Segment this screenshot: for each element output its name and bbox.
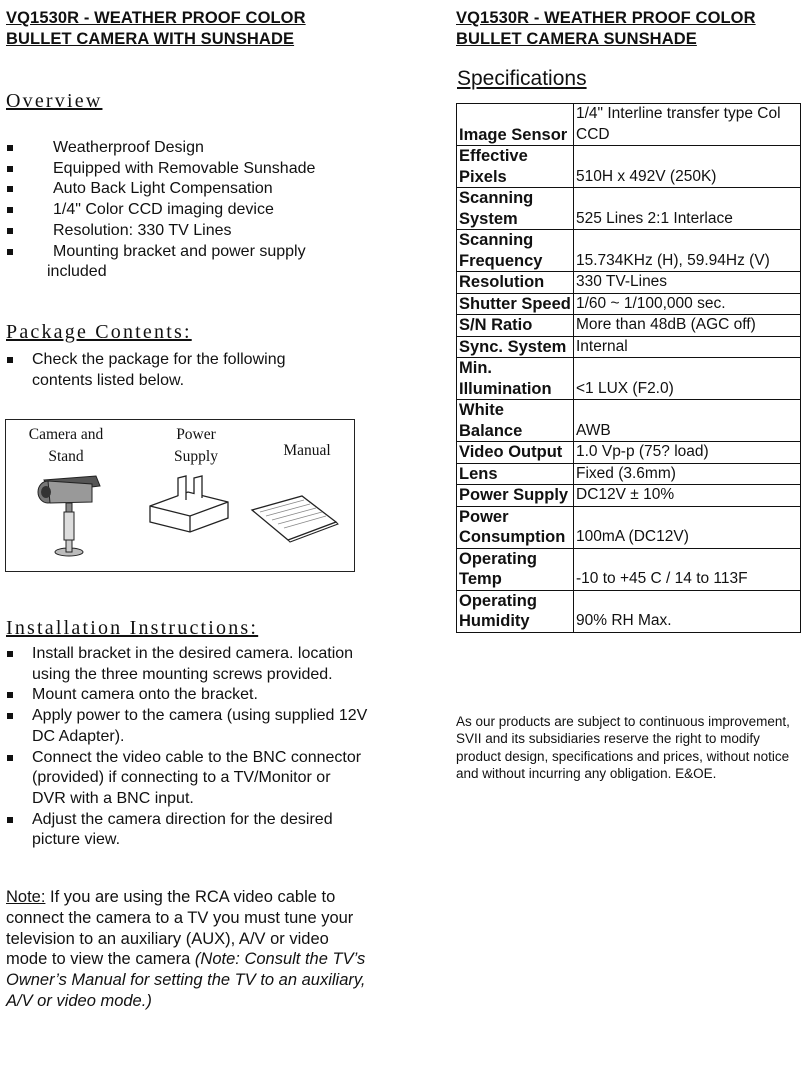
note-label: Note: (6, 888, 46, 906)
list-item: Check the package for the following contents listed below. (6, 350, 326, 391)
table-row (457, 400, 801, 442)
camera-and-stand-icon (36, 470, 106, 562)
bullet-square-icon (7, 755, 13, 761)
specifications-heading: Specifications (457, 67, 587, 90)
list-item: Adjust the camera direction for the desired picture view. (6, 810, 368, 851)
installation-list (6, 644, 368, 851)
spec-label: Sync. System (457, 336, 574, 358)
list-item: Connect the video cable to the BNC connector (provided) if connecting to a TV/Monitor or DVR with a BNC input. (6, 748, 368, 810)
note-paragraph (6, 887, 366, 1012)
table-row (457, 506, 801, 548)
bullet-square-icon (7, 186, 13, 192)
table-row (457, 590, 801, 632)
spec-label: Shutter Speed (457, 293, 574, 315)
spec-value: Internal (574, 336, 801, 358)
spec-label: White Balance (457, 400, 574, 442)
power-supply-label: Power Supply (174, 426, 218, 465)
spec-label: Scanning System (457, 188, 574, 230)
manual-label: Manual (283, 442, 331, 459)
list-item: Mounting bracket and power supply included (6, 242, 315, 283)
bullet-square-icon (7, 207, 13, 213)
spec-value: 1/4" Interline transfer type Col CCD (574, 104, 801, 146)
list-item: Apply power to the camera (using supplied 12V DC Adapter). (6, 706, 368, 747)
spec-label: S/N Ratio (457, 315, 574, 337)
spec-value: 525 Lines 2:1 Interlace (574, 188, 801, 230)
spec-label: Power Consumption (457, 506, 574, 548)
disclaimer-text: As our products are subject to continuous improvement, SVII and its subsidiaries reserve the right to modify product design, specifications and prices, without notice and without incurring any obligation. E&OE. (456, 714, 790, 781)
table-row (457, 336, 801, 358)
spec-value: More than 48dB (AGC off) (574, 315, 801, 337)
spec-label: Operating Humidity (457, 590, 574, 632)
bullet-square-icon (7, 651, 13, 657)
bullet-square-icon (7, 692, 13, 698)
spec-value: 1.0 Vp-p (75? load) (574, 442, 801, 464)
table-row (457, 485, 801, 507)
spec-label: Scanning Frequency (457, 230, 574, 272)
spec-value: 15.734KHz (H), 59.94Hz (V) (574, 230, 801, 272)
bullet-square-icon (7, 357, 13, 363)
note-text: If you are using the RCA video cable to connect the camera to a TV you must tune your television to an auxiliary (AUX), A/V or video mode to view the camera (6, 888, 354, 969)
spec-value: Fixed (3.6mm) (574, 463, 801, 485)
spec-label: Lens (457, 463, 574, 485)
spec-value: 330 TV-Lines (574, 272, 801, 294)
left-title: VQ1530R - WEATHER PROOF COLOR BULLET CAMERA WITH SUNSHADE (6, 9, 306, 48)
installation-heading: Installation Instructions: (6, 617, 259, 639)
power-supply-icon (144, 474, 234, 534)
table-row (457, 442, 801, 464)
bullet-square-icon (7, 166, 13, 172)
spec-label: Power Supply (457, 485, 574, 507)
list-item: 1/4" Color CCD imaging device (6, 200, 315, 221)
spec-value: DC12V ± 10% (574, 485, 801, 507)
bullet-square-icon (7, 817, 13, 823)
table-row (457, 104, 801, 146)
spec-label: Effective Pixels (457, 146, 574, 188)
spec-label: Min. Illumination (457, 358, 574, 400)
table-row (457, 358, 801, 400)
table-row (457, 230, 801, 272)
table-row (457, 272, 801, 294)
spec-label: Image Sensor (457, 104, 574, 146)
spec-value: 90% RH Max. (574, 590, 801, 632)
spec-value: 1/60 ~ 1/100,000 sec. (574, 293, 801, 315)
spec-value: AWB (574, 400, 801, 442)
package-heading: Package Contents: (6, 321, 192, 343)
list-item: Install bracket in the desired camera. location using the three mounting screws provided. (6, 644, 368, 685)
bullet-square-icon (7, 228, 13, 234)
spec-label: Resolution (457, 272, 574, 294)
package-list (6, 350, 326, 391)
table-row (457, 463, 801, 485)
package-contents-box (5, 419, 355, 572)
spec-value: 100mA (DC12V) (574, 506, 801, 548)
right-title: VQ1530R - WEATHER PROOF COLOR BULLET CAMERA SUNSHADE (456, 9, 756, 48)
bullet-square-icon (7, 713, 13, 719)
list-item: Resolution: 330 TV Lines (6, 221, 315, 242)
table-row (457, 146, 801, 188)
list-item: Auto Back Light Compensation (6, 179, 315, 200)
list-item: Mount camera onto the bracket. (6, 685, 368, 706)
table-row (457, 548, 801, 590)
manual-icon (246, 492, 342, 544)
list-item: Weatherproof Design (6, 138, 315, 159)
bullet-square-icon (7, 249, 13, 255)
table-row (457, 293, 801, 315)
camera-label: Camera and Stand (28, 426, 104, 465)
spec-label: Operating Temp (457, 548, 574, 590)
note-italic: (Note: Consult the TV’s Owner’s Manual for setting the TV to an auxiliary, A/V or video mode.) (6, 950, 366, 1010)
spec-value: 510H x 492V (250K) (574, 146, 801, 188)
specifications-table (456, 103, 801, 633)
bullet-square-icon (7, 145, 13, 151)
overview-list (6, 138, 315, 283)
list-item: Equipped with Removable Sunshade (6, 159, 315, 180)
table-row (457, 315, 801, 337)
spec-value: <1 LUX (F2.0) (574, 358, 801, 400)
spec-label: Video Output (457, 442, 574, 464)
overview-heading: Overview (6, 90, 103, 112)
table-row (457, 188, 801, 230)
spec-value: -10 to +45 C / 14 to 113F (574, 548, 801, 590)
